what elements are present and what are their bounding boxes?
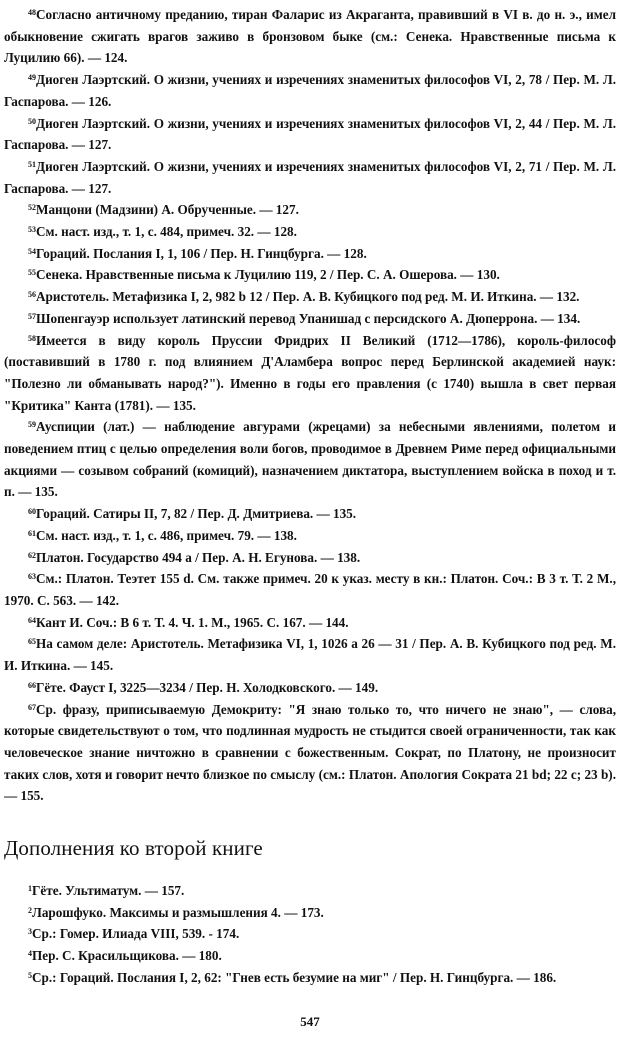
note-text: См. наст. изд., т. 1, с. 486, примеч. 79. — 138. — [36, 527, 297, 543]
note-text: Диоген Лаэртский. О жизни, учениях и изречениях знаменитых философов VI, 2, 71 / Пер. М. Л. Гаспарова. — 127. — [4, 158, 616, 196]
note-number: 57 — [28, 311, 36, 321]
note-item — [4, 923, 616, 945]
note-item — [4, 945, 616, 967]
note-item — [4, 547, 616, 569]
note-text: См.: Платон. Теэтет 155 d. См. также примеч. 20 к указ. месту в кн.: Платон. Соч.: В 3 т. Т. 2 М., 1970. С. 563. — 142. — [4, 571, 616, 608]
note-text: Имеется в виду король Пруссии Фридрих II Великий (1712—1786), король-философ (поставивший в 1780 г. под влиянием Д'Аламбера вопрос перед Берлинской академией наук: "Полезно ли обманывать народ?"). Именно в годы его правления (с 1740) вышла в свет первая "Критика" Канта (1781). — 135. — [4, 332, 616, 413]
note-number: 53 — [28, 225, 36, 235]
note-number: 3 — [28, 927, 32, 937]
note-text: Манцони (Мадзини) А. Обрученные. — 127. — [36, 202, 299, 218]
note-item — [4, 880, 616, 902]
note-text: Кант И. Соч.: В 6 т. Т. 4. Ч. 1. М., 1965. С. 167. — 144. — [36, 614, 349, 630]
note-number: 1 — [28, 884, 32, 893]
note-number: 59 — [28, 420, 36, 430]
notes-list-second — [4, 880, 616, 989]
note-text: Согласно античному преданию, тиран Фаларис из Акраганта, правивший в VI в. до н. э., имел обыкновение сжигать врагов заживо в бронзовом быке (см.: Сенека. Нравственные письма к Луцилию 66). — 124. — [4, 7, 616, 66]
note-number: 4 — [28, 949, 32, 959]
note-item — [4, 156, 616, 199]
note-text: См. наст. изд., т. 1, с. 484, примеч. 32. — 128. — [36, 224, 297, 240]
note-number: 5 — [28, 970, 32, 980]
note-item — [4, 633, 616, 676]
note-number: 63 — [28, 572, 36, 582]
note-text: Аристотель. Метафизика I, 2, 982 b 12 / Пер. А. В. Кубицкого под ред. М. И. Иткина. — 132. — [36, 289, 580, 305]
note-item — [4, 113, 616, 156]
note-number: 52 — [28, 203, 36, 213]
note-number: 49 — [28, 73, 36, 83]
note-item — [4, 568, 616, 611]
note-number: 2 — [28, 905, 32, 915]
note-number: 50 — [28, 116, 36, 126]
note-number: 67 — [28, 702, 36, 712]
note-number: 65 — [28, 637, 36, 647]
note-item — [4, 503, 616, 525]
note-item — [4, 677, 616, 699]
note-item — [4, 612, 616, 634]
note-number: 64 — [28, 615, 36, 625]
note-text: Ср.: Гораций. Послания I, 2, 62: "Гнев есть безумие на миг" / Пер. Н. Гинцбурга. — 186. — [32, 969, 557, 985]
note-number: 62 — [28, 550, 36, 560]
note-item — [4, 199, 616, 221]
note-text: Ларошфуко. Максимы и размышления 4. — 173. — [32, 904, 324, 920]
note-text: Гёте. Фауст I, 3225—3234 / Пер. Н. Холодковского. — 149. — [36, 679, 379, 695]
note-item — [4, 286, 616, 308]
note-text: Ср.: Гомер. Илиада VIII, 539. - 174. — [32, 926, 240, 942]
note-text: Диоген Лаэртский. О жизни, учениях и изречениях знаменитых философов VI, 2, 44 / Пер. М. Л. Гаспарова. — 127. — [4, 115, 616, 153]
section-heading: Дополнения ко второй книге — [4, 836, 263, 860]
page-number: 547 — [300, 1014, 320, 1029]
note-number: 51 — [28, 159, 36, 169]
note-item — [4, 525, 616, 547]
note-item — [4, 308, 616, 330]
note-number: 54 — [28, 246, 36, 256]
note-item — [4, 4, 616, 69]
note-item — [4, 699, 616, 808]
note-text: Платон. Государство 494 a / Пер. А. Н. Егунова. — 138. — [36, 549, 361, 565]
note-text: Гораций. Сатиры II, 7, 82 / Пер. Д. Дмитриева. — 135. — [36, 506, 357, 522]
note-number: 58 — [28, 333, 36, 343]
note-text: Ср. фразу, приписываемую Демокриту: "Я знаю только то, что ничего не знаю", — слова, которые свидетельствуют о том, что подлинная мудрость не стыдится своей ограниченности, так как человеческое знание ничтожно в сравнении с божественным. Сократ, по Платону, не произносит таких слов, хотя и говорит нечто близкое по смыслу (см.: Платон. Апология Сократа 21 bd; 22 c; 23 b). — 155. — [4, 701, 616, 804]
note-text: Сенека. Нравственные письма к Луцилию 119, 2 / Пер. С. А. Ошерова. — 130. — [36, 267, 500, 283]
note-item — [4, 264, 616, 286]
note-number: 60 — [28, 507, 36, 517]
note-item — [4, 330, 616, 417]
note-text: Ауспиции (лат.) — наблюдение авгурами (жрецами) за небесными явлениями, полетом и поведением птиц с целью определения воли богов, проводимое в Древнем Риме перед официальными акциями — созывом собраний (комиций), назначением диктатора, выступлением войска в поход и т. п. — 135. — [4, 419, 616, 500]
note-text: Пер. С. Красильщикова. — 180. — [32, 948, 222, 964]
note-text: Диоген Лаэртский. О жизни, учениях и изречениях знаменитых философов VI, 2, 78 / Пер. М. Л. Гаспарова. — 126. — [4, 72, 616, 109]
note-text: Гораций. Послания I, 1, 106 / Пер. Н. Гинцбурга. — 128. — [36, 245, 367, 261]
note-item — [4, 243, 616, 265]
note-item — [4, 221, 616, 243]
note-item — [4, 416, 616, 503]
note-number: 66 — [28, 680, 36, 690]
note-item — [4, 69, 616, 112]
notes-list-first — [4, 4, 616, 807]
note-text: На самом деле: Аристотель. Метафизика VI, 1, 1026 a 26 — 31 / Пер. А. В. Кубицкого под ред. М. И. Иткина. — 145. — [4, 636, 616, 674]
note-number: 55 — [28, 268, 36, 278]
note-number: 61 — [28, 528, 36, 538]
note-number: 56 — [28, 290, 36, 300]
note-text: Гёте. Ультиматум. — 157. — [32, 883, 185, 898]
note-item — [4, 967, 616, 989]
note-text: Шопенгауэр использует латинский перевод Упанишад с персидского А. Дюперрона. — 134. — [36, 310, 581, 326]
note-item — [4, 902, 616, 924]
note-number: 48 — [28, 8, 36, 17]
